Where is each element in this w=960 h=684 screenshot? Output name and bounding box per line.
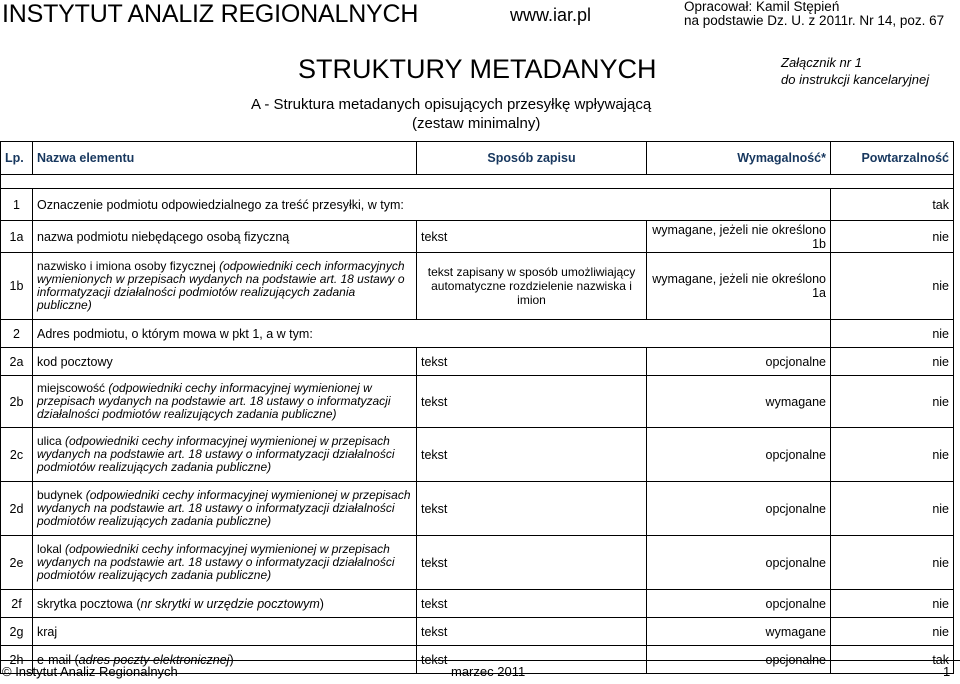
row-req: opcjonalne [647,428,831,482]
row-name-plain: e-mail ( [37,652,79,667]
row-rep: nie [831,618,954,646]
row-req: opcjonalne [647,348,831,376]
row-name: nazwa podmiotu niebędącego osobą fizyczną [33,221,417,253]
row-req: wymagane [647,618,831,646]
row-name: kod pocztowy [33,348,417,376]
table-row [1,320,954,348]
header-name: Nazwa elementu [33,142,417,175]
row-name-plain: skrytka pocztowa ( [37,596,141,611]
row-zapis: tekst [417,428,647,482]
row-name [33,482,417,536]
row-zapis: tekst [417,376,647,428]
row-zapis: tekst [417,482,647,536]
row-zapis: tekst [417,618,647,646]
row-req: wymagane [647,376,831,428]
website-link[interactable]: www.iar.pl [510,5,592,25]
footer-divider [0,660,960,661]
row-rep: nie [831,348,954,376]
table-row [1,618,954,646]
header-req: Wymagalność* [647,142,831,175]
footer-date: marzec 2011 [451,664,526,679]
table-row [1,536,954,590]
table-row [1,348,954,376]
row-lp: 2h [1,646,33,674]
row-lp: 2c [1,428,33,482]
row-zapis: tekst [417,221,647,253]
row-name-plain: lokal [37,542,66,556]
annex-description: do instrukcji kancelaryjnej [781,72,930,87]
row-rep: nie [831,376,954,428]
row-lp: 2d [1,482,33,536]
page-subtitle-note: (zestaw minimalny) [412,115,541,132]
institute-name: INSTYTUT ANALIZ REGIONALNYCH [2,0,419,28]
row-name-plain: miejscowość [37,381,109,395]
row-rep: tak [831,646,954,674]
table-row [1,221,954,253]
row-req: opcjonalne [647,482,831,536]
header-rep: Powtarzalność [831,142,954,175]
page-number: 1 [943,664,951,679]
row-rep: nie [831,320,954,348]
row-name-note: nr skrytki w urzędzie pocztowym [140,596,320,611]
row-req: opcjonalne [647,646,831,674]
row-name-plain: nazwisko i imiona osoby fizycznej [37,259,220,273]
row-zapis: tekst [417,590,647,618]
row-name: Oznaczenie podmiotu odpowiedzialnego za treść przesyłki, w tym: [33,189,831,221]
table-row [1,428,954,482]
page-header [0,0,960,34]
row-lp: 2a [1,348,33,376]
table-row [1,482,954,536]
row-lp: 1b [1,253,33,320]
table-row [1,253,954,320]
row-req: opcjonalne [647,536,831,590]
row-name-plain: budynek [37,488,86,502]
row-lp: 1 [1,189,33,221]
row-rep: nie [831,428,954,482]
row-lp: 1a [1,221,33,253]
row-lp: 2e [1,536,33,590]
page-title: STRUKTURY METADANYCH [298,54,657,84]
row-name [33,428,417,482]
row-rep: nie [831,221,954,253]
row-zapis: tekst [417,536,647,590]
row-name: Adres podmiotu, o którym mowa w pkt 1, a w tym: [33,320,831,348]
metadata-table [0,141,954,674]
row-name-note: (odpowiedniki cechy informacyjnej wymienionej w przepisach wydanych na podstawie art. 18 ustawy o informatyzacji działalności podmiotów realizujących zadania publiczne) [37,381,391,421]
prepared-by: Opracował: Kamil Stępień [684,0,840,14]
row-req: opcjonalne [647,590,831,618]
row-name-tail: ) [229,652,234,667]
table-row [1,189,954,221]
row-name-note: (odpowiedniki cech informacyjnych wymienionych w przepisach wydanych na podstawie art. 18 ustawy o informatyzacji działalności podmiotów realizujących zadania publiczne) [37,259,405,312]
row-lp: 2b [1,376,33,428]
row-name-note: (odpowiedniki cechy informacyjnej wymienionej w przepisach wydanych na podstawie art. 18 ustawy o informatyzacji działalności podmiotów realizujących zadania publiczne) [37,542,395,582]
row-rep: nie [831,590,954,618]
header-lp: Lp. [1,142,33,175]
row-lp: 2g [1,618,33,646]
annex-number: Załącznik nr 1 [781,55,862,70]
row-rep: tak [831,189,954,221]
footer-copyright: © Instytut Analiz Regionalnych [2,664,178,679]
table-row [1,376,954,428]
row-req: wymagane, jeżeli nie określono 1b [647,221,831,253]
table-row [1,590,954,618]
page-subtitle: A - Struktura metadanych opisujących przesyłkę wpływającą [251,96,652,113]
row-rep: nie [831,253,954,320]
row-lp: 2f [1,590,33,618]
row-name-note: adres poczty elektronicznej [78,652,230,667]
row-name-note: (odpowiedniki cechy informacyjnej wymienionej w przepisach wydanych na podstawie art. 18 ustawy o informatyzacji działalności podmiotów realizujących zadania publiczne) [37,488,411,528]
row-req: wymagane, jeżeli nie określono 1a [647,253,831,320]
row-zapis: tekst zapisany w sposób umożliwiający automatyczne rozdzielenie nazwiska i imion [417,253,647,320]
row-name [33,253,417,320]
row-name-note: (odpowiedniki cechy informacyjnej wymienionej w przepisach wydanych na podstawie art. 18 ustawy o informatyzacji działalności podmiotów realizujących zadania publiczne) [37,434,395,474]
row-lp: 2 [1,320,33,348]
header-zapis: Sposób zapisu [417,142,647,175]
legal-basis: na podstawie Dz. U. z 2011r. Nr 14, poz. 67 [684,13,945,28]
row-name-plain: ulica [37,434,66,448]
row-zapis: tekst [417,348,647,376]
row-name: kraj [33,618,417,646]
row-rep: nie [831,482,954,536]
row-name-tail: ) [319,596,324,611]
row-name [33,376,417,428]
row-name [33,590,417,618]
row-rep: nie [831,536,954,590]
row-zapis: tekst [417,646,647,674]
table-header-row [1,142,954,175]
row-name [33,536,417,590]
